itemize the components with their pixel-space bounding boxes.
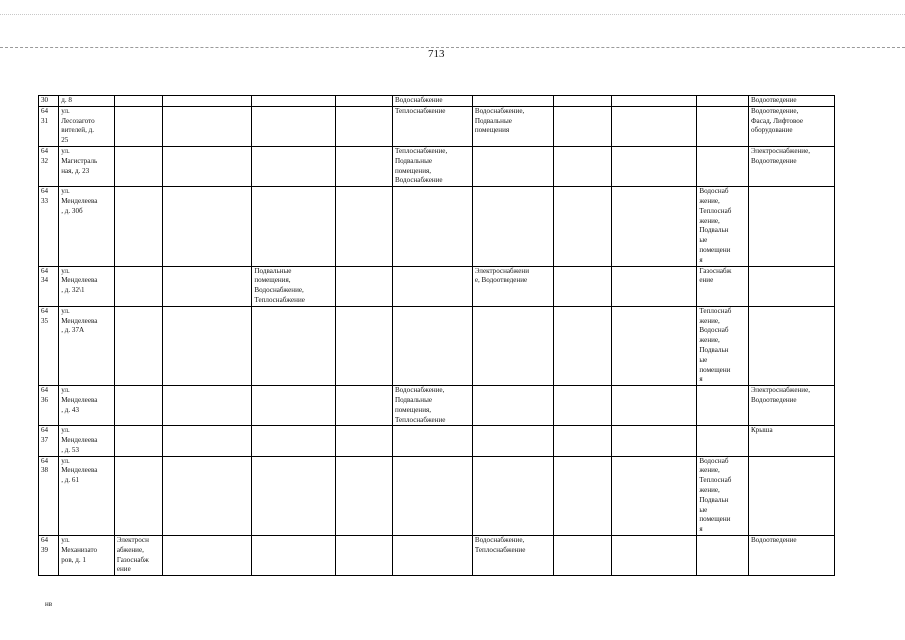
table-body — [39, 96, 835, 576]
table-cell — [114, 306, 163, 385]
table-row — [39, 187, 835, 266]
table-cell — [163, 426, 252, 456]
row-number-cell: 64 35 — [39, 306, 59, 385]
table-cell — [392, 266, 472, 306]
table-cell — [114, 96, 163, 107]
table-cell — [748, 456, 834, 535]
table-cell — [252, 187, 336, 266]
address-cell: ул. Менделеева , д. 32\1 — [59, 266, 115, 306]
table-cell — [336, 266, 393, 306]
table-cell — [163, 96, 252, 107]
row-number-cell: 30 — [39, 96, 59, 107]
table-cell — [697, 386, 749, 426]
table-cell — [612, 266, 697, 306]
table-cell — [252, 306, 336, 385]
table-cell: Крыша — [748, 426, 834, 456]
table-cell — [336, 146, 393, 186]
table-cell: Водоотведение, Фасад, Лифтовое оборудование — [748, 106, 834, 146]
table-cell — [336, 456, 393, 535]
table-cell — [612, 386, 697, 426]
table-cell — [252, 96, 336, 107]
address-cell: ул. Менделеева , д. 61 — [59, 456, 115, 535]
repair-schedule-table — [38, 95, 835, 576]
address-cell: ул. Менделеева , д. 53 — [59, 426, 115, 456]
table-cell — [553, 306, 612, 385]
table-cell: Водоснаб жение, Теплоснаб жение, Подвальн ые помещени я — [697, 456, 749, 535]
table-cell — [612, 456, 697, 535]
address-cell: ул. Магистраль ная, д. 23 — [59, 146, 115, 186]
address-cell: д. 8 — [59, 96, 115, 107]
row-number-cell: 64 31 — [39, 106, 59, 146]
table-cell — [748, 266, 834, 306]
address-cell: ул. Менделеева , д. 37А — [59, 306, 115, 385]
table-cell — [114, 386, 163, 426]
table-cell — [472, 426, 553, 456]
table-cell: Водоснаб жение, Теплоснаб жение, Подвальн ые помещени я — [697, 187, 749, 266]
table-cell — [392, 187, 472, 266]
row-number-cell: 64 39 — [39, 536, 59, 576]
table-cell — [336, 536, 393, 576]
row-number-cell: 64 34 — [39, 266, 59, 306]
table-cell — [472, 306, 553, 385]
table-row — [39, 426, 835, 456]
table-cell: Водоснабжение, Теплоснабжение — [472, 536, 553, 576]
table-cell — [748, 187, 834, 266]
table-cell — [114, 146, 163, 186]
table-cell — [114, 426, 163, 456]
table-cell — [612, 106, 697, 146]
table-cell: Газоснабж ение — [697, 266, 749, 306]
table-cell — [114, 106, 163, 146]
row-number-cell: 64 38 — [39, 456, 59, 535]
table-cell — [252, 146, 336, 186]
table-cell: Электроснабжение, Водоотведение — [748, 146, 834, 186]
address-cell: ул. Механизато ров, д. 1 — [59, 536, 115, 576]
row-number-cell: 64 36 — [39, 386, 59, 426]
table-cell — [612, 536, 697, 576]
table-cell — [553, 386, 612, 426]
table-cell — [163, 146, 252, 186]
page-number: 713 — [428, 48, 445, 60]
table-cell — [553, 266, 612, 306]
table-cell: Теплоснабжение, Подвальные помещения, Водоснабжение — [392, 146, 472, 186]
table-row — [39, 456, 835, 535]
table-cell: Теплоснаб жение, Водоснаб жение, Подвальн ые помещени я — [697, 306, 749, 385]
table-cell — [612, 187, 697, 266]
table-cell — [553, 426, 612, 456]
row-number-cell: 64 33 — [39, 187, 59, 266]
table-cell — [612, 306, 697, 385]
table-cell — [252, 456, 336, 535]
table-cell — [114, 266, 163, 306]
table-cell — [392, 536, 472, 576]
table-cell — [336, 96, 393, 107]
table-cell — [612, 426, 697, 456]
table-cell — [697, 146, 749, 186]
table-cell — [392, 456, 472, 535]
table-cell — [553, 536, 612, 576]
footer-mark: нв — [45, 600, 53, 608]
table-cell — [336, 426, 393, 456]
table-cell — [472, 187, 553, 266]
table-cell — [553, 96, 612, 107]
table-cell — [336, 187, 393, 266]
table-row — [39, 266, 835, 306]
table-cell — [336, 106, 393, 146]
table-cell — [163, 266, 252, 306]
table-cell — [472, 96, 553, 107]
table-cell — [697, 426, 749, 456]
table-cell — [336, 306, 393, 385]
table-cell — [114, 187, 163, 266]
table-cell — [612, 96, 697, 107]
table-cell — [472, 456, 553, 535]
table-row — [39, 306, 835, 385]
table-cell — [697, 106, 749, 146]
table-cell — [472, 146, 553, 186]
table-cell — [553, 187, 612, 266]
table-row — [39, 106, 835, 146]
table-cell — [392, 306, 472, 385]
row-number-cell: 64 32 — [39, 146, 59, 186]
table-cell — [163, 386, 252, 426]
table-cell — [553, 106, 612, 146]
table-cell — [163, 306, 252, 385]
table-cell: Электроснабжени е, Водоотведение — [472, 266, 553, 306]
table-cell — [252, 536, 336, 576]
row-number-cell: 64 37 — [39, 426, 59, 456]
table-cell — [252, 426, 336, 456]
table-cell — [697, 536, 749, 576]
table-cell — [472, 386, 553, 426]
table-cell — [553, 456, 612, 535]
table-row — [39, 386, 835, 426]
table-cell: Водоотведение — [748, 536, 834, 576]
table-cell — [748, 306, 834, 385]
table-cell: Водоснабжение — [392, 96, 472, 107]
table-cell: Электроснабжение, Водоотведение — [748, 386, 834, 426]
table-cell — [163, 187, 252, 266]
address-cell: ул. Менделеева , д. 30б — [59, 187, 115, 266]
address-cell: ул. Лесозагото вителей, д. 25 — [59, 106, 115, 146]
table-cell — [163, 536, 252, 576]
table-row — [39, 536, 835, 576]
address-cell: ул. Менделеева , д. 43 — [59, 386, 115, 426]
table-cell — [252, 386, 336, 426]
table-cell — [336, 386, 393, 426]
table-row — [39, 96, 835, 107]
table-cell: Теплоснабжение — [392, 106, 472, 146]
table-cell — [252, 106, 336, 146]
table-cell: Водоснабжение, Подвальные помещения — [472, 106, 553, 146]
table-cell — [697, 96, 749, 107]
table-cell — [114, 456, 163, 535]
table-cell — [163, 456, 252, 535]
table-cell: Подвальные помещения, Водоснабжение, Теплоснабжение — [252, 266, 336, 306]
scan-artifact-header-line — [0, 47, 905, 49]
scan-artifact-dotted-line — [0, 14, 905, 16]
table-cell — [392, 426, 472, 456]
table-cell — [553, 146, 612, 186]
table-row — [39, 146, 835, 186]
table-cell: Водоотведение — [748, 96, 834, 107]
table-cell: Электросн абжение, Газоснабж ение — [114, 536, 163, 576]
table-cell: Водоснабжение, Подвальные помещения, Теплоснабжение — [392, 386, 472, 426]
table-cell — [163, 106, 252, 146]
table-cell — [612, 146, 697, 186]
